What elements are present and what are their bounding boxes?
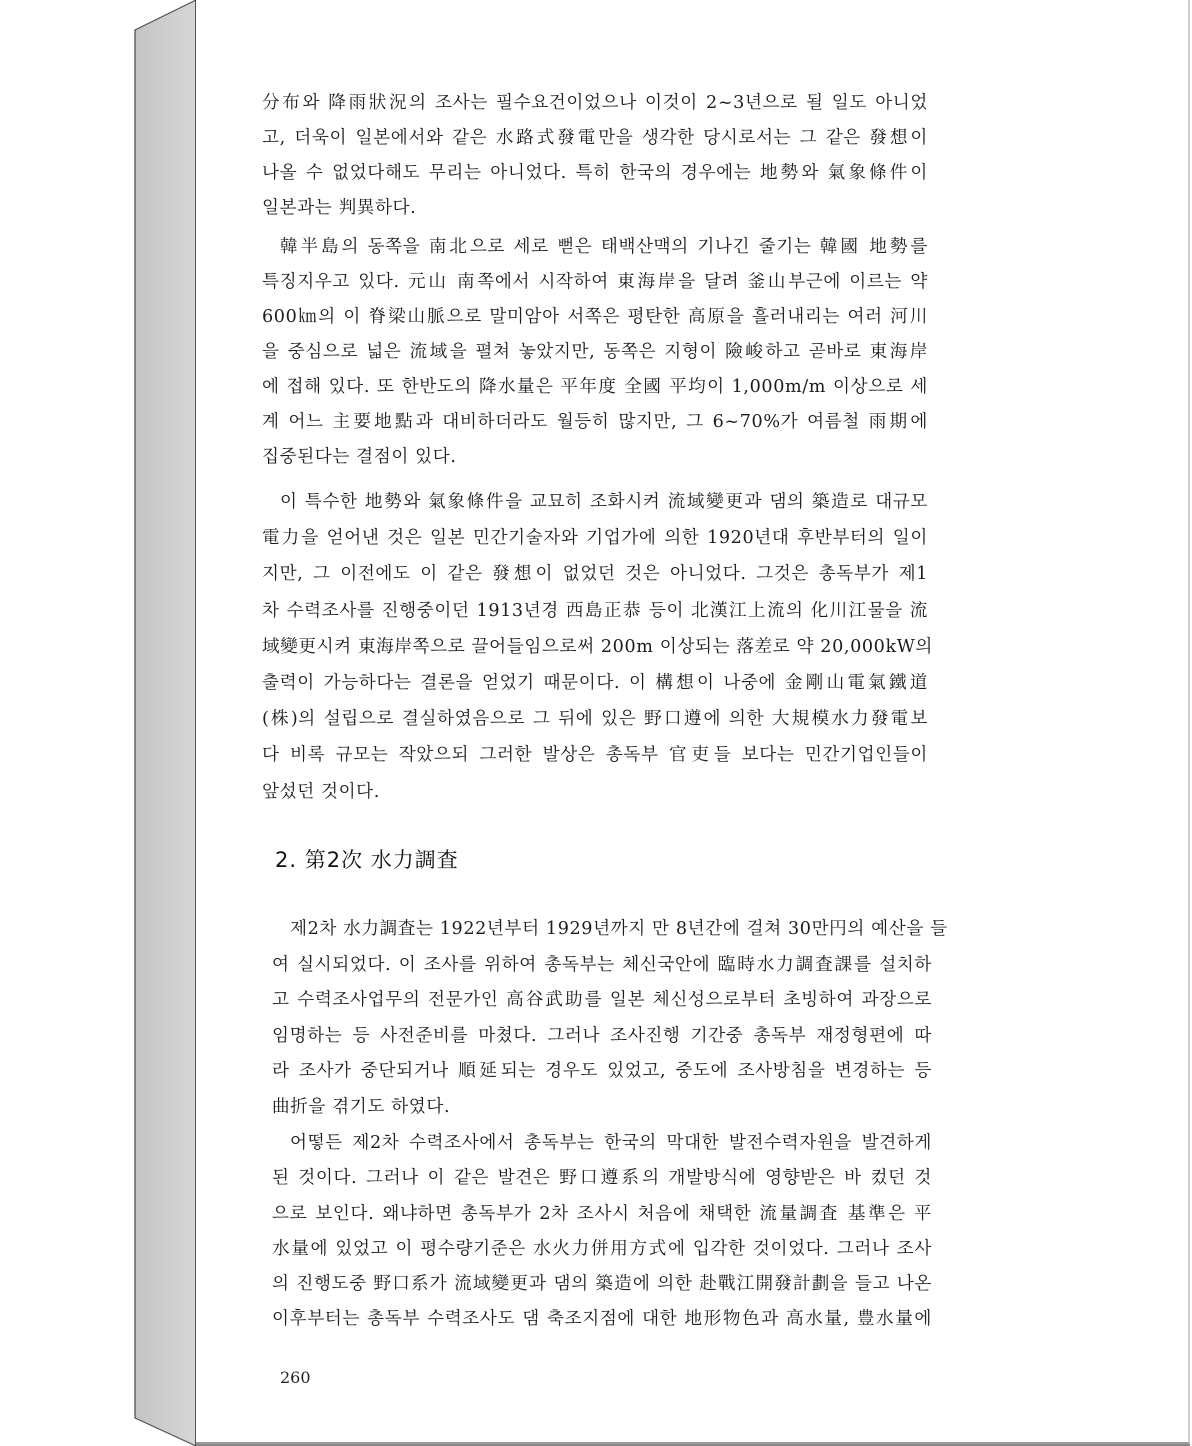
text-line: 라 조사가 중단되거나 順延되는 경우도 있었고, 중도에 조사방침을 변경하는 등: [272, 1061, 932, 1081]
text-line: 으로 보인다. 왜냐하면 총독부가 2차 조사시 처음에 채택한 流量調査 基準은 平: [272, 1203, 932, 1224]
text-line: 계 어느 主要地點과 대비하더라도 월등히 많지만, 그 6~70%가 여름철 雨期에: [262, 412, 928, 432]
text-line: 다 비록 규모는 작았으되 그러한 발상은 총독부 官吏들 보다는 민간기업인들이: [262, 745, 928, 766]
text-line: 된 것이다. 그러나 이 같은 발견은 野口遵系의 개발방식에 영향받은 바 컸던 것: [272, 1168, 932, 1189]
paragraph-4: [272, 912, 948, 1125]
paragraph-1: [262, 86, 928, 226]
text-line: 여 실시되었다. 이 조사를 위하여 총독부는 체신국안에 臨時水力調査課를 설치하: [272, 954, 932, 975]
text-line: 차 수력조사를 진행중이던 1913년경 西島正恭 등이 北漢江上流의 化川江물을 流: [262, 600, 928, 621]
text-line: 고 수력조사업무의 전문가인 高谷武助를 일본 체신성으로부터 초빙하여 과장으로: [272, 990, 932, 1010]
text-line: 韓半島의 동쪽을 南北으로 세로 뻗은 태백산맥의 기나긴 줄기는 韓國 地勢를: [280, 237, 928, 257]
text-line: 水量에 있었고 이 평수량기준은 水火力併用方式에 입각한 것이었다. 그러나 조사: [272, 1238, 932, 1259]
text-line: 출력이 가능하다는 결론을 얻었기 때문이다. 이 構想이 나중에 金剛山電氣鐵道: [262, 672, 928, 693]
text-line: 지만, 그 이전에도 이 같은 發想이 없었던 것은 아니었다. 그것은 총독부가 제1: [262, 564, 928, 585]
page-number: 260: [280, 1368, 311, 1387]
text-line: 에 접해 있다. 또 한반도의 降水量은 平年度 全國 平均이 1,000m/m 이상으로 세: [262, 377, 928, 397]
text-line: 나올 수 없었다해도 무리는 아니었다. 특히 한국의 경우에는 地勢와 氣象條件이: [262, 163, 928, 183]
text-line: 제2차 水力調査는 1922년부터 1929년까지 만 8년간에 걸쳐 30만円의 예산을 들: [290, 919, 948, 939]
text-line: 일본과는 判異하다.: [262, 198, 417, 218]
section-heading: 2. 第2次 水力調査: [275, 848, 459, 872]
text-line: 어떻든 제2차 수력조사에서 총독부는 한국의 막대한 발전수력자원을 발견하게: [290, 1133, 932, 1153]
text-line: 電力을 얻어낸 것은 일본 민간기술자와 기업가에 의한 1920년대 후반부터의 일이: [262, 528, 928, 549]
text-line: 分布와 降雨狀況의 조사는 필수요건이었으나 이것이 2~3년으로 될 일도 아니었: [262, 93, 928, 113]
text-line: (株)의 설립으로 결실하였음으로 그 뒤에 있은 野口遵에 의한 大規模水力發電보: [262, 709, 928, 730]
text-line: 의 진행도중 野口系가 流域變更과 댐의 築造에 의한 赴戰江開發計劃을 들고 나온: [272, 1274, 932, 1295]
paragraph-2: [262, 230, 928, 475]
paragraph-3: [262, 484, 933, 810]
text-line: 임명하는 등 사전준비를 마쳤다. 그러나 조사진행 기간중 총독부 재정형편에 따: [272, 1025, 932, 1046]
text-line: 600㎞의 이 脊梁山脈으로 말미암아 서쪽은 평탄한 高原을 흘러내리는 여러 河川: [262, 307, 928, 327]
text-line: 을 중심으로 넓은 流域을 펼쳐 놓았지만, 동쪽은 지형이 險峻하고 곧바로 東海岸: [262, 342, 928, 362]
text-line: 고, 더욱이 일본에서와 같은 水路式發電만을 생각한 당시로서는 그 같은 發想이: [262, 128, 928, 148]
text-line: 이 특수한 地勢와 氣象條件을 교묘히 조화시켜 流域變更과 댐의 築造로 대규모: [280, 492, 928, 512]
text-line: 집중된다는 결점이 있다.: [262, 447, 457, 467]
text-line: 曲折을 겪기도 하였다.: [272, 1096, 451, 1117]
text-line: 이후부터는 총독부 수력조사도 댐 축조지점에 대한 地形物色과 高水量, 豊水量에: [272, 1309, 932, 1330]
paragraph-5: [272, 1126, 932, 1338]
text-line: 특징지우고 있다. 元山 南쪽에서 시작하여 東海岸을 달려 釜山부근에 이르는 약: [262, 272, 928, 292]
text-line: 앞섰던 것이다.: [262, 781, 380, 802]
text-line: 域變更시켜 東海岸쪽으로 끌어들임으로써 200m 이상되는 落差로 약 20,000kW의: [262, 636, 933, 657]
